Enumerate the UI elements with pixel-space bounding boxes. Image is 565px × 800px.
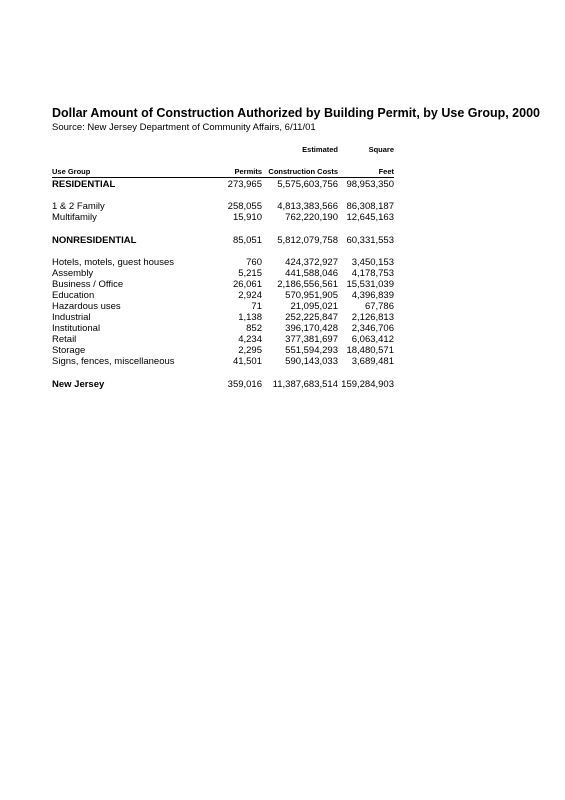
table-row — [52, 312, 394, 323]
residential-total-row — [52, 178, 394, 191]
row-permits: 852 — [246, 323, 262, 334]
row-sqft: 6,063,412 — [351, 334, 394, 345]
row-label: NONRESIDENTIAL — [52, 234, 137, 246]
row-label: Signs, fences, miscellaneous — [52, 356, 175, 367]
row-sqft: 4,396,839 — [351, 290, 394, 301]
row-label: RESIDENTIAL — [52, 178, 116, 190]
row-label: Industrial — [52, 312, 91, 323]
construction-table — [52, 144, 394, 390]
row-costs: 377,381,697 — [285, 334, 338, 345]
row-label: Hotels, motels, guest houses — [52, 257, 174, 268]
table-row — [52, 345, 394, 356]
report-source: Source: New Jersey Department of Community Affairs, 6/11/01 — [52, 122, 316, 133]
row-permits: 71 — [251, 301, 262, 312]
row-label: Institutional — [52, 323, 101, 334]
table-row — [52, 257, 394, 268]
table-row — [52, 323, 394, 334]
header-sqft-line2: Feet — [338, 166, 394, 178]
row-sqft: 4,178,753 — [351, 268, 394, 279]
row-costs: 441,588,046 — [285, 268, 338, 279]
row-sqft: 2,126,813 — [351, 312, 394, 323]
header-row-top — [52, 144, 394, 155]
report-title: Dollar Amount of Construction Authorized by Building Permit, by Use Group, 2000 — [52, 106, 540, 120]
row-costs: 252,225,847 — [285, 312, 338, 323]
row-permits: 2,924 — [238, 290, 262, 301]
header-permits: Permits — [192, 166, 262, 178]
header-costs-line1: Estimated — [302, 145, 338, 154]
table-row — [52, 279, 394, 290]
table-row — [52, 301, 394, 312]
row-costs: 762,220,190 — [285, 212, 338, 223]
row-label: Storage — [52, 345, 86, 356]
header-costs-line2: Construction Costs — [262, 166, 338, 178]
row-label: Retail — [52, 334, 77, 345]
header-row — [52, 166, 394, 178]
row-label: Multifamily — [52, 212, 97, 223]
row-sqft: 18,480,571 — [346, 345, 394, 356]
row-label: New Jersey — [52, 378, 105, 390]
row-sqft: 60,331,553 — [346, 234, 394, 246]
row-sqft: 12,645,163 — [346, 212, 394, 223]
row-permits: 2,295 — [238, 345, 262, 356]
row-label: Assembly — [52, 268, 94, 279]
row-sqft: 3,689,481 — [351, 356, 394, 367]
row-label: 1 & 2 Family — [52, 201, 105, 212]
row-sqft: 98,953,350 — [346, 178, 394, 190]
row-sqft: 3,450,153 — [351, 257, 394, 268]
row-costs: 590,143,033 — [285, 356, 338, 367]
row-label: Business / Office — [52, 279, 124, 290]
row-sqft: 159,284,903 — [341, 378, 394, 390]
row-sqft: 2,346,706 — [351, 323, 394, 334]
row-costs: 2,186,556,561 — [277, 279, 338, 290]
row-sqft: 67,786 — [364, 301, 394, 312]
row-permits: 26,061 — [232, 279, 262, 290]
row-sqft: 15,531,039 — [346, 279, 394, 290]
row-permits: 15,910 — [232, 212, 262, 223]
row-costs: 4,813,383,566 — [277, 201, 338, 212]
row-label: Education — [52, 290, 95, 301]
table-row — [52, 268, 394, 279]
row-costs: 21,095,021 — [290, 301, 338, 312]
row-costs: 11,387,683,514 — [272, 378, 338, 390]
nonresidential-total-row — [52, 234, 394, 246]
row-permits: 5,215 — [238, 268, 262, 279]
row-permits: 760 — [246, 257, 262, 268]
header-use-group: Use Group — [52, 166, 192, 178]
table-row — [52, 212, 394, 223]
table-row — [52, 334, 394, 345]
row-costs: 424,372,927 — [285, 257, 338, 268]
row-permits: 359,016 — [227, 378, 262, 390]
row-permits: 4,234 — [238, 334, 262, 345]
row-sqft: 86,308,187 — [346, 201, 394, 212]
row-label: Hazardous uses — [52, 301, 121, 312]
table-row — [52, 201, 394, 212]
row-costs: 5,575,603,756 — [277, 178, 338, 190]
state-total-row — [52, 378, 394, 390]
header-sqft-line1: Square — [368, 145, 394, 154]
row-permits: 273,965 — [227, 178, 262, 190]
row-permits: 85,051 — [232, 234, 262, 246]
row-permits: 258,055 — [227, 201, 262, 212]
row-costs: 551,594,293 — [285, 345, 338, 356]
row-costs: 396,170,428 — [285, 323, 338, 334]
row-permits: 41,501 — [232, 356, 262, 367]
row-costs: 570,951,905 — [285, 290, 338, 301]
table-row — [52, 356, 394, 367]
row-costs: 5,812,079,758 — [277, 234, 338, 246]
table-row — [52, 290, 394, 301]
row-permits: 1,138 — [238, 312, 262, 323]
